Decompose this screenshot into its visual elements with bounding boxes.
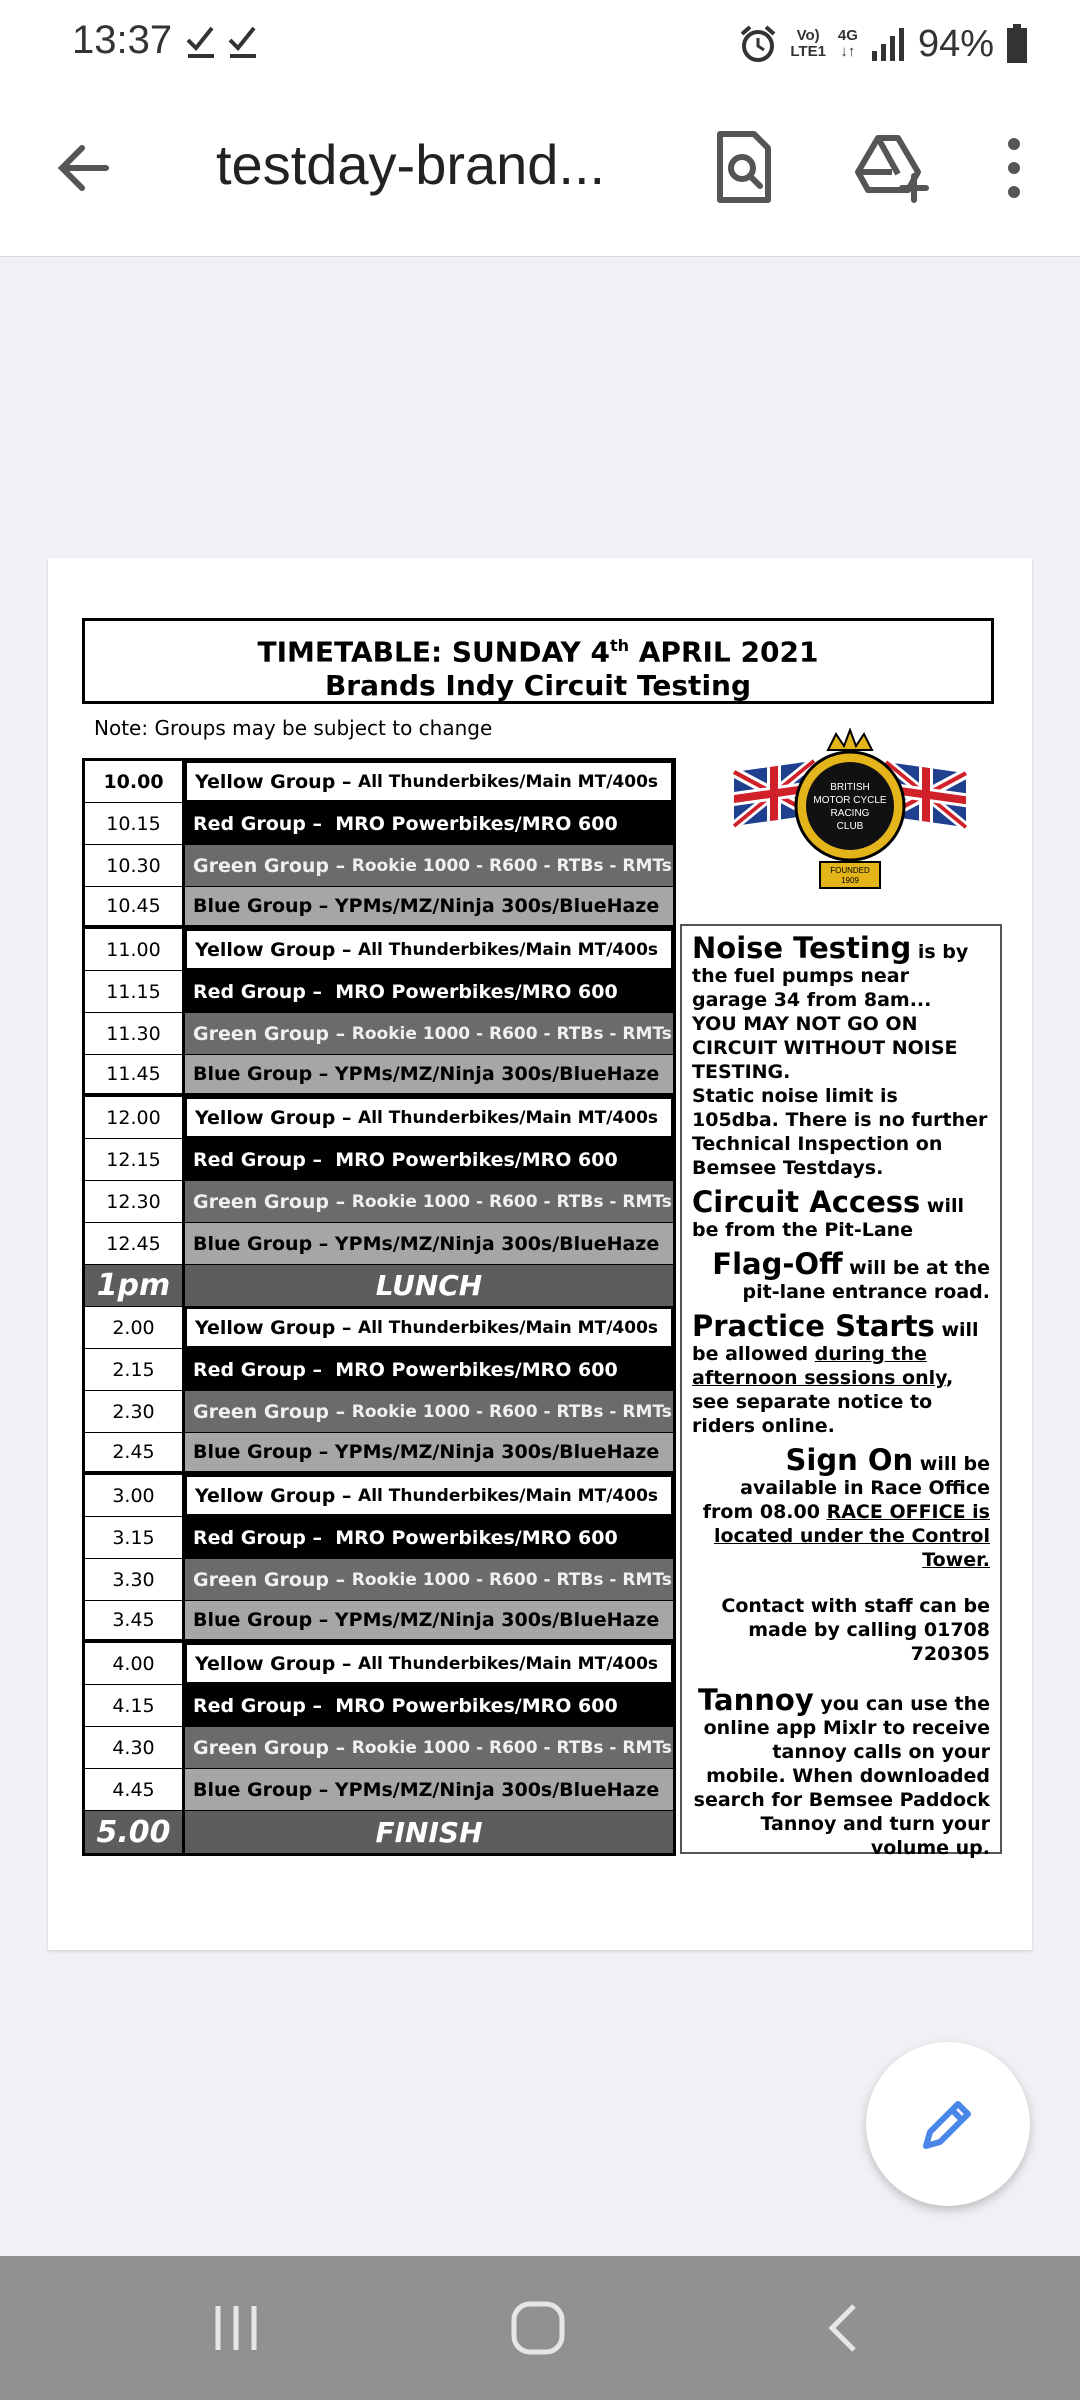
schedule-row: [85, 929, 673, 971]
schedule-row: [85, 1181, 673, 1223]
group-classes: All Thunderbikes/Main MT/400s: [358, 1485, 659, 1506]
logo-founded-label: FOUNDED: [830, 866, 870, 875]
battery-percent: 94%: [917, 22, 994, 65]
session-group: [185, 1307, 673, 1348]
group-classes: YPMs/MZ/Ninja 300s/BlueHaze: [334, 1063, 660, 1085]
group-classes: YPMs/MZ/Ninja 300s/BlueHaze: [334, 1609, 660, 1631]
session-group: [185, 1181, 673, 1222]
group-classes: All Thunderbikes/Main MT/400s: [358, 939, 659, 960]
schedule-row: [85, 1055, 673, 1097]
session-group: [185, 1643, 673, 1684]
session-time: 4.45: [85, 1769, 185, 1810]
flag-off-heading: Flag-Off: [712, 1247, 843, 1281]
status-right: [738, 16, 1028, 72]
noise-testing-paragraph: [692, 931, 990, 1180]
edit-fab-button[interactable]: [866, 2042, 1030, 2206]
session-group: [185, 1475, 673, 1516]
session-time: 11.45: [85, 1055, 185, 1093]
bmcrc-logo: [732, 728, 968, 904]
data-type-label: 4G: [837, 27, 858, 44]
schedule-row: [85, 1559, 673, 1601]
group-classes: YPMs/MZ/Ninja 300s/BlueHaze: [334, 895, 660, 917]
session-time: 10.45: [85, 887, 185, 925]
group-name: Red Group –: [193, 980, 336, 1003]
notification-icons: [186, 22, 266, 67]
group-classes: MRO Powerbikes/MRO 600: [335, 980, 618, 1003]
schedule-row: [85, 1685, 673, 1727]
schedule-row: [85, 1433, 673, 1475]
schedule-row: [85, 971, 673, 1013]
group-classes: YPMs/MZ/Ninja 300s/BlueHaze: [334, 1778, 660, 1801]
find-in-page-icon: [706, 124, 782, 210]
group-classes: All Thunderbikes/Main MT/400s: [358, 1653, 659, 1674]
session-group: [185, 1517, 673, 1558]
group-classes: MRO Powerbikes/MRO 600: [335, 1526, 618, 1549]
network-indicator: [790, 28, 826, 60]
noise-testing-heading: Noise Testing: [692, 931, 912, 965]
session-time: 4.15: [85, 1685, 185, 1726]
group-classes: All Thunderbikes/Main MT/400s: [358, 1317, 659, 1338]
noise-warning: YOU MAY NOT GO ON CIRCUIT WITHOUT NOISE TESTING.: [692, 1013, 958, 1083]
document-page[interactable]: [48, 558, 1032, 1950]
group-name: Red Group –: [193, 1358, 336, 1381]
session-group: [185, 1055, 673, 1093]
practice-starts-paragraph: [692, 1309, 990, 1438]
more-options-button[interactable]: [992, 124, 1036, 210]
home-icon: [508, 2298, 568, 2358]
schedule-row: [85, 761, 673, 803]
group-name: Yellow Group –: [195, 938, 359, 961]
schedule-row: [85, 1139, 673, 1181]
session-group: [185, 1685, 673, 1726]
timetable-subtitle: Brands Indy Circuit Testing: [324, 669, 752, 703]
group-name: Green Group –: [193, 854, 352, 877]
group-name: Blue Group –: [193, 1232, 335, 1255]
schedule-row: [85, 845, 673, 887]
session-group: [185, 929, 673, 970]
logo-text-2: MOTOR CYCLE: [813, 795, 887, 806]
add-to-drive-icon: [848, 124, 934, 210]
session-time: 3.30: [85, 1559, 185, 1600]
schedule-row: [85, 887, 673, 929]
group-name: Green Group –: [193, 1022, 352, 1045]
group-classes: MRO Powerbikes/MRO 600: [335, 812, 618, 835]
add-to-drive-button[interactable]: [848, 124, 934, 210]
group-classes: Rookie 1000 - R600 - RTBs - RMTs: [351, 1023, 672, 1044]
more-vert-icon: [992, 124, 1036, 210]
contact-paragraph: Contact with staff can be made by calling 01708 720305: [721, 1595, 990, 1665]
session-time: 3.00: [85, 1475, 185, 1516]
session-group: [185, 1769, 673, 1810]
timetable-header: [82, 618, 994, 704]
session-group: [185, 1139, 673, 1180]
group-name: Red Group –: [193, 1148, 336, 1171]
group-name: Yellow Group –: [195, 1316, 359, 1339]
title-main: TIMETABLE: SUNDAY 4: [257, 635, 610, 669]
group-classes: MRO Powerbikes/MRO 600: [335, 1358, 618, 1381]
status-time: 13:37: [72, 18, 173, 62]
title-month: APRIL 2021: [629, 635, 819, 669]
group-name: Green Group –: [193, 1736, 352, 1759]
session-group: [185, 761, 673, 802]
chevron-left-icon: [814, 2298, 874, 2358]
session-time: 2.45: [85, 1433, 185, 1471]
break-label: LUNCH: [185, 1265, 673, 1306]
group-name: Red Group –: [193, 1526, 336, 1549]
timetable-title: [85, 629, 991, 669]
session-group: [185, 1097, 673, 1138]
status-bar: [0, 0, 1080, 90]
session-time: 2.00: [85, 1307, 185, 1348]
group-classes: Rookie 1000 - R600 - RTBs - RMTs: [351, 855, 672, 876]
pencil-icon: [916, 2092, 980, 2156]
break-label: FINISH: [185, 1811, 673, 1853]
session-group: [185, 1601, 673, 1639]
logo-text-4: CLUB: [836, 821, 864, 832]
title-superscript: th: [609, 636, 630, 655]
break-time: 1pm: [85, 1265, 185, 1306]
home-button[interactable]: [508, 2298, 568, 2358]
session-time: 12.15: [85, 1139, 185, 1180]
group-classes: MRO Powerbikes/MRO 600: [335, 1148, 618, 1171]
logo-text-1: BRITISH: [830, 782, 870, 793]
session-time: 11.15: [85, 971, 185, 1012]
group-classes: Rookie 1000 - R600 - RTBs - RMTs: [351, 1401, 672, 1422]
schedule-row: [85, 1769, 673, 1811]
group-name: Yellow Group –: [195, 1484, 359, 1507]
session-time: 12.00: [85, 1097, 185, 1138]
alarm-icon: [738, 24, 778, 64]
schedule-row: [85, 1601, 673, 1643]
find-in-document-button[interactable]: [706, 124, 782, 210]
tannoy-paragraph: [692, 1683, 990, 1860]
group-classes: MRO Powerbikes/MRO 600: [335, 1694, 618, 1717]
sign-on-heading: Sign On: [785, 1443, 914, 1477]
session-group: [185, 1433, 673, 1471]
group-name: Yellow Group –: [195, 1652, 359, 1675]
session-time: 12.45: [85, 1223, 185, 1264]
schedule-row: [85, 1223, 673, 1265]
circuit-access-heading: Circuit Access: [692, 1185, 921, 1219]
group-name: Blue Group –: [193, 895, 335, 917]
session-time: 4.30: [85, 1727, 185, 1768]
group-classes: Rookie 1000 - R600 - RTBs - RMTs: [351, 1191, 672, 1212]
schedule-row: [85, 1475, 673, 1517]
practice-starts-text-2: , see separate notice to riders online.: [692, 1367, 954, 1437]
arrow-back-icon: [48, 130, 124, 206]
session-time: 2.30: [85, 1391, 185, 1432]
schedule-row: [85, 803, 673, 845]
group-name: Blue Group –: [193, 1063, 335, 1085]
back-button[interactable]: [48, 130, 124, 206]
schedule-table: [82, 758, 676, 1856]
group-classes: All Thunderbikes/Main MT/400s: [358, 1107, 659, 1128]
session-group: [185, 1349, 673, 1390]
session-group: [185, 803, 673, 844]
schedule-row: [85, 1727, 673, 1769]
sign-on-text: will be available in Race Office from 08.00: [702, 1453, 990, 1523]
session-time: 12.30: [85, 1181, 185, 1222]
group-classes: Rookie 1000 - R600 - RTBs - RMTs: [351, 1737, 672, 1758]
session-time: 3.45: [85, 1601, 185, 1639]
schedule-note: Note: Groups may be subject to change: [94, 716, 493, 740]
group-classes: All Thunderbikes/Main MT/400s: [358, 771, 659, 792]
group-name: Green Group –: [193, 1568, 352, 1591]
session-time: 10.15: [85, 803, 185, 844]
group-classes: YPMs/MZ/Ninja 300s/BlueHaze: [334, 1441, 660, 1463]
practice-starts-underlined: during the afternoon sessions only: [692, 1343, 947, 1389]
session-group: [185, 971, 673, 1012]
volte-label: Vo): [796, 27, 820, 44]
session-time: 11.00: [85, 929, 185, 970]
session-time: 4.00: [85, 1643, 185, 1684]
schedule-row: [85, 1307, 673, 1349]
signal-icon: [870, 27, 906, 61]
session-time: 10.00: [85, 761, 185, 802]
practice-starts-heading: Practice Starts: [692, 1309, 935, 1343]
sign-on-paragraph: [692, 1443, 990, 1572]
group-classes: YPMs/MZ/Ninja 300s/BlueHaze: [334, 1232, 660, 1255]
recents-icon: [206, 2298, 266, 2358]
schedule-break-row: [85, 1811, 673, 1853]
tannoy-heading: Tannoy: [698, 1683, 814, 1717]
session-group: [185, 887, 673, 925]
group-name: Green Group –: [193, 1190, 352, 1213]
data-arrows-icon: ↓↑: [840, 43, 856, 60]
battery-icon: [1006, 24, 1028, 64]
break-time: 5.00: [85, 1811, 185, 1853]
noise-limit: Static noise limit is 105dba. There is no further Technical Inspection on Bemsee Testdays.: [692, 1085, 988, 1179]
logo-founded-year: 1909: [841, 876, 859, 885]
info-panel: [680, 924, 1002, 1859]
noise-testing-text: is by the fuel pumps near garage 34 from 8am...: [692, 941, 969, 1011]
back-nav-button[interactable]: [814, 2298, 874, 2358]
group-name: Blue Group –: [193, 1441, 335, 1463]
group-classes: Rookie 1000 - R600 - RTBs - RMTs: [351, 1569, 672, 1590]
session-group: [185, 1223, 673, 1264]
group-name: Yellow Group –: [195, 770, 359, 793]
practice-starts-text: will be allowed: [692, 1319, 979, 1365]
circuit-access-text: will be from the Pit-Lane: [692, 1195, 964, 1241]
lte-label: LTE1: [790, 43, 826, 60]
group-name: Red Group –: [193, 812, 336, 835]
schedule-row: [85, 1013, 673, 1055]
recent-apps-button[interactable]: [206, 2298, 266, 2358]
document-title: testday-brand...: [216, 133, 606, 196]
session-time: 2.15: [85, 1349, 185, 1390]
flag-off-text: will be at the pit-lane entrance road.: [742, 1257, 990, 1303]
schedule-break-row: [85, 1265, 673, 1307]
group-name: Yellow Group –: [195, 1106, 359, 1129]
tannoy-text: you can use the online app Mixlr to receive tannoy calls on your mobile. When downloaded search for Bemsee Paddock Tannoy and turn your volume up.: [693, 1693, 990, 1859]
schedule-row: [85, 1643, 673, 1685]
check-icon: [186, 22, 266, 62]
schedule-row: [85, 1097, 673, 1139]
session-group: [185, 1727, 673, 1768]
logo-text-3: RACING: [830, 808, 870, 819]
system-navigation-bar: [0, 2256, 1080, 2400]
flag-off-paragraph: [692, 1247, 990, 1304]
data-type-indicator: [838, 28, 858, 60]
schedule-row: [85, 1391, 673, 1433]
schedule-row: [85, 1517, 673, 1559]
app-bar: [0, 90, 1080, 257]
session-time: 11.30: [85, 1013, 185, 1054]
session-group: [185, 1391, 673, 1432]
group-name: Blue Group –: [193, 1609, 335, 1631]
group-name: Red Group –: [193, 1694, 336, 1717]
session-group: [185, 1013, 673, 1054]
circuit-access-paragraph: [692, 1185, 990, 1242]
group-name: Blue Group –: [193, 1778, 335, 1801]
session-group: [185, 845, 673, 886]
session-time: 10.30: [85, 845, 185, 886]
race-office-location: RACE OFFICE is located under the Control Tower.: [713, 1501, 990, 1571]
session-group: [185, 1559, 673, 1600]
group-name: Green Group –: [193, 1400, 352, 1423]
schedule-row: [85, 1349, 673, 1391]
session-time: 3.15: [85, 1517, 185, 1558]
